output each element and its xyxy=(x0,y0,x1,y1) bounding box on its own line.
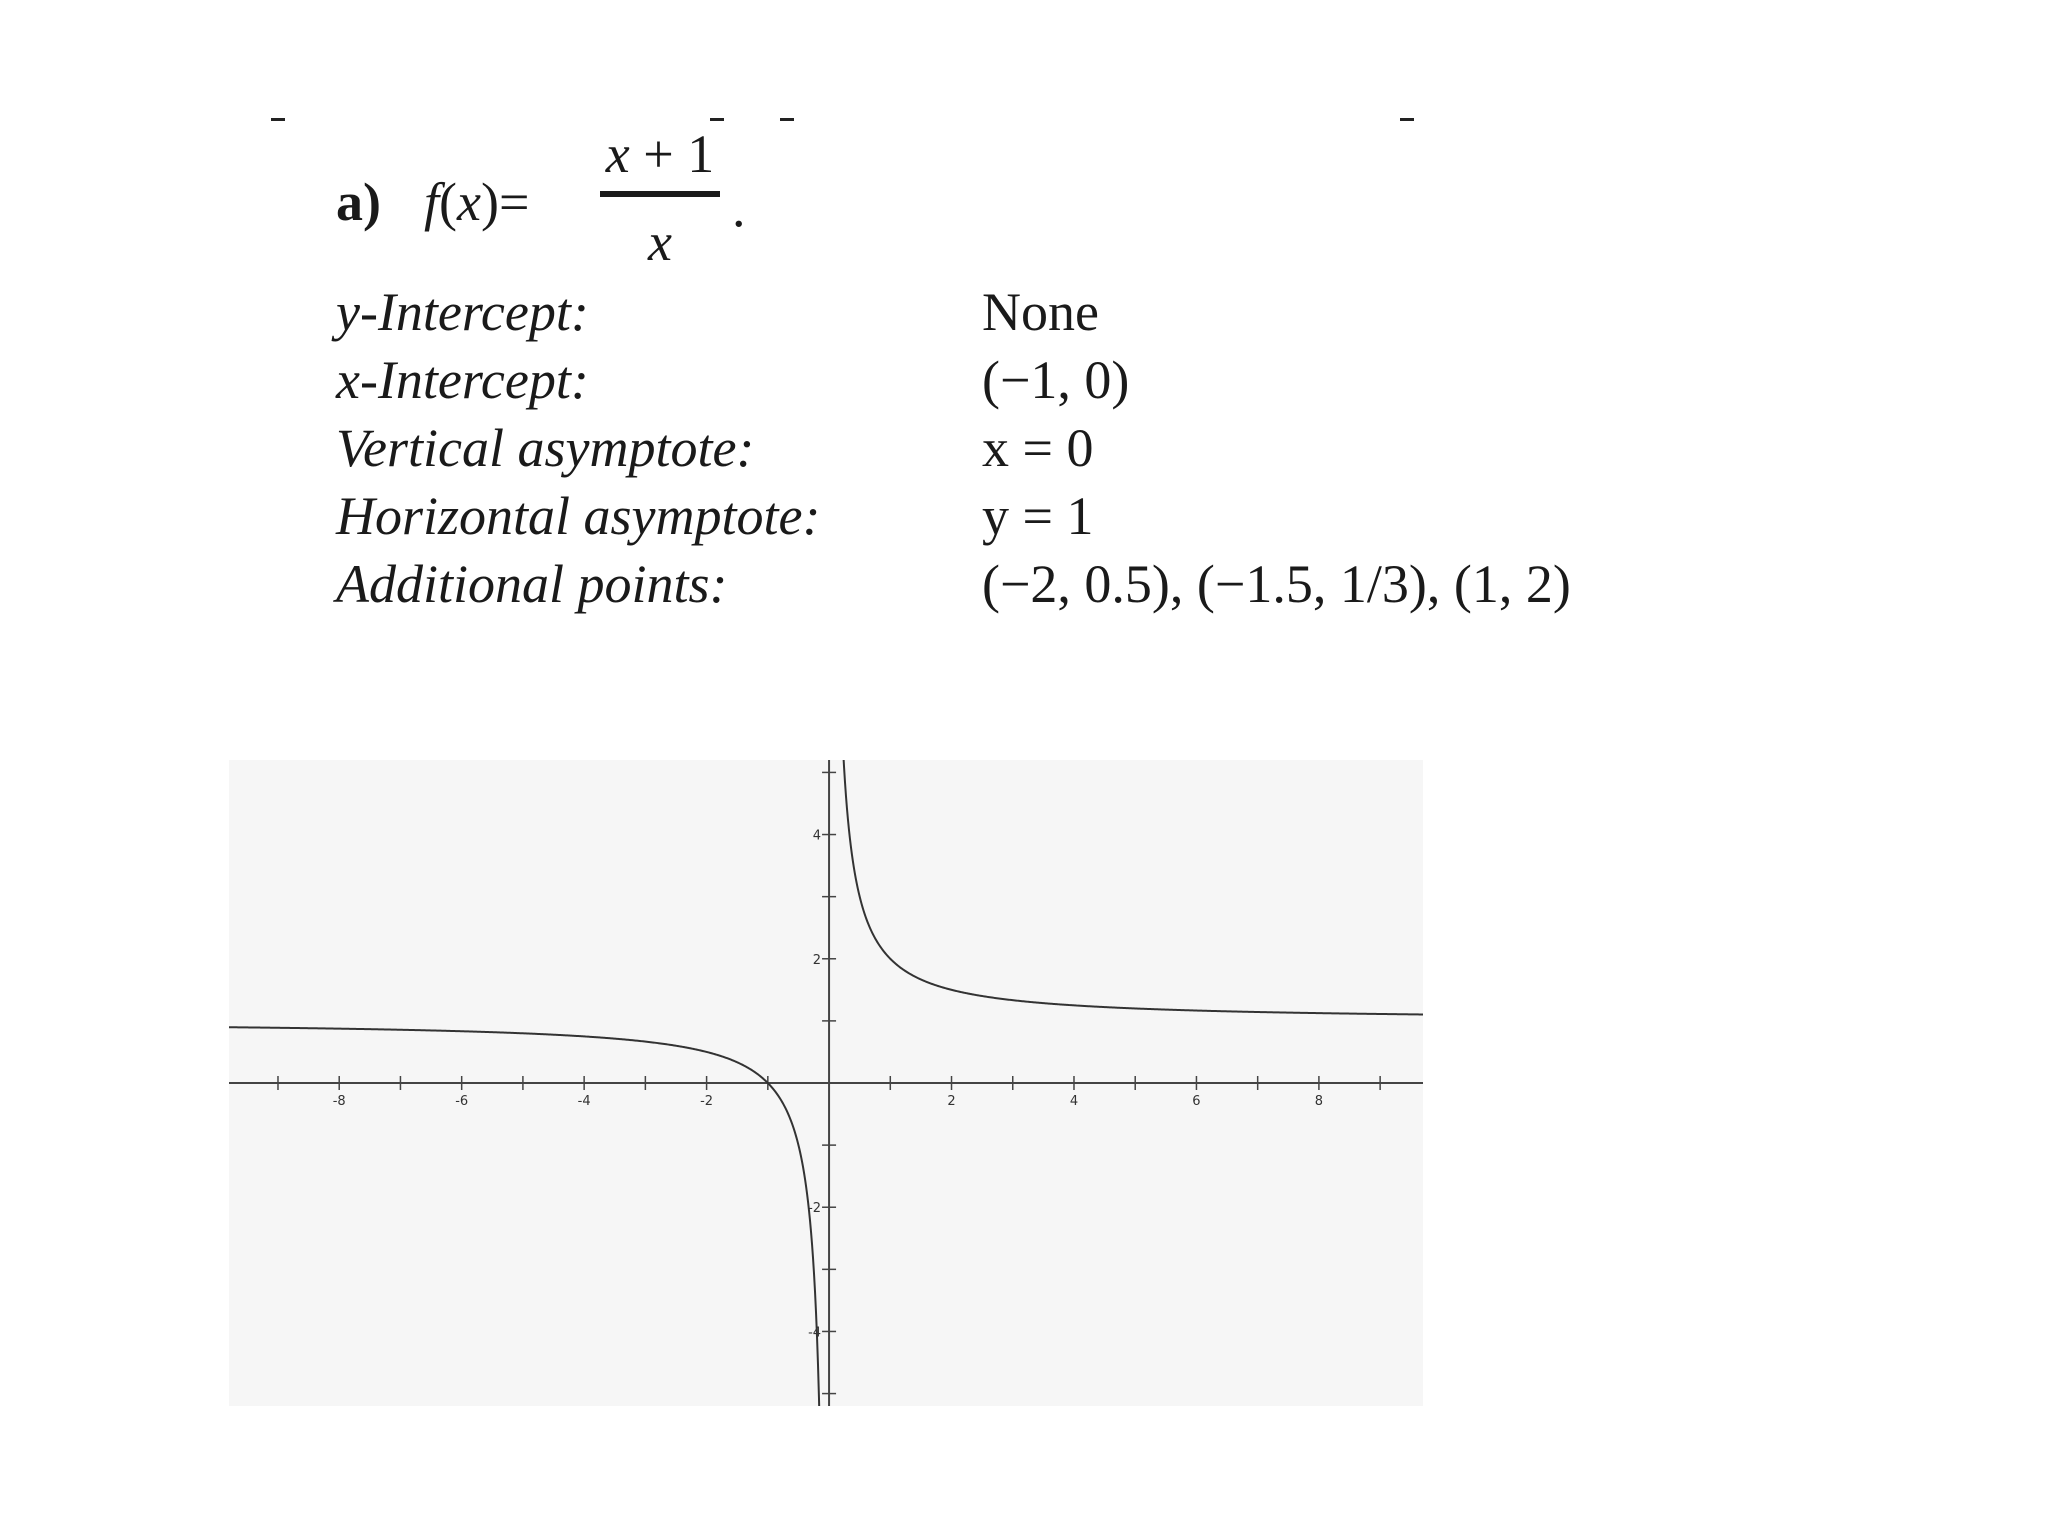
scan-mark xyxy=(780,118,794,121)
fraction-bar xyxy=(600,191,720,197)
fraction-denominator: x xyxy=(648,212,672,272)
x-tick-label: -8 xyxy=(332,1094,346,1109)
property-value: y = 1 xyxy=(982,486,1094,546)
numerator-variable: x xyxy=(605,124,630,184)
x-tick-label: 4 xyxy=(1069,1094,1079,1109)
property-label: y-Intercept: xyxy=(336,282,589,342)
numerator-operator: + xyxy=(643,124,674,184)
function-variable: x xyxy=(457,172,481,232)
y-tick-label: -4 xyxy=(808,1325,822,1341)
numerator-constant: 1 xyxy=(687,124,715,184)
property-label: Vertical asymptote: xyxy=(336,418,755,478)
close-paren: ) xyxy=(480,172,499,232)
function-graph xyxy=(229,760,1423,1406)
curve-right-branch xyxy=(841,760,1423,1014)
x-tick-label: 8 xyxy=(1314,1094,1324,1109)
property-value: (−2, 0.5), (−1.5, 1/3), (1, 2) xyxy=(982,554,1571,614)
scan-mark xyxy=(271,118,285,121)
open-paren: ( xyxy=(439,172,457,232)
fraction xyxy=(598,124,722,272)
x-tick-label: 2 xyxy=(947,1094,956,1109)
x-tick-label: -4 xyxy=(577,1094,591,1109)
property-label: Additional points: xyxy=(336,554,728,614)
x-tick-label: -2 xyxy=(700,1094,714,1109)
property-label: Horizontal asymptote: xyxy=(336,486,821,546)
x-tick-label: 6 xyxy=(1192,1094,1201,1109)
problem-label: a) xyxy=(336,172,381,232)
fraction-numerator xyxy=(598,124,722,184)
curve-left-branch xyxy=(229,1027,820,1406)
y-tick-label: -2 xyxy=(808,1201,822,1217)
x-tick-label: -6 xyxy=(455,1094,469,1109)
equals-sign: = xyxy=(498,172,530,232)
scan-mark xyxy=(710,118,724,121)
y-tick-label: 4 xyxy=(812,828,822,844)
function-name: f xyxy=(424,172,440,232)
graph-svg xyxy=(229,760,1423,1406)
y-tick-label: 2 xyxy=(812,952,822,968)
statement-period: . xyxy=(732,178,746,238)
scan-mark xyxy=(1400,118,1414,121)
property-value: x = 0 xyxy=(982,418,1094,478)
property-value: None xyxy=(982,282,1099,342)
property-label: x-Intercept: xyxy=(336,350,589,410)
property-value: (−1, 0) xyxy=(982,350,1130,410)
function-notation xyxy=(424,172,530,232)
